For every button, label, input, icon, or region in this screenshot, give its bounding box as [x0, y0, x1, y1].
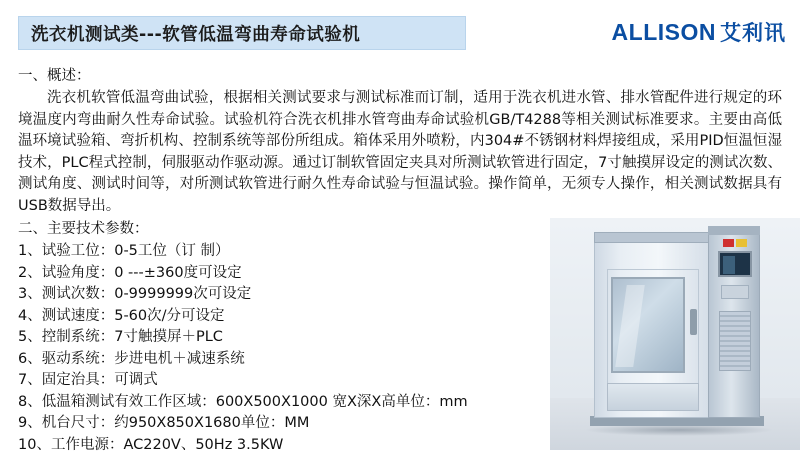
list-item: 3、测试次数：0-9999999次可设定 [18, 284, 538, 306]
list-item: 6、驱动系统：步进电机＋减速系统 [18, 349, 538, 371]
test-chamber-cabinet [594, 232, 712, 418]
touchscreen-hmi [718, 251, 752, 277]
list-item: 10、工作电源：AC220V、50Hz 3.5KW [18, 435, 538, 456]
page-title-bar [18, 16, 466, 50]
list-item: 5、控制系统：7寸触摸屏＋PLC [18, 327, 538, 349]
specs-list [18, 241, 538, 456]
list-item: 4、测试速度：5-60次/分可设定 [18, 306, 538, 328]
brand-name-en: ALLISON [612, 19, 716, 46]
overview-paragraph: 洗衣机软管低温弯曲试验，根据相关测试要求与测试标准而订制，适用于洗衣机进水管、排水管配件进行规定的环境温度内弯曲耐久性寿命试验。试验机符合洗衣机排水管弯曲寿命试验机GB/T4288等相关测试标准要求。主要由高低温环境试验箱、弯折机构、控制系统等部份所组成。箱体采用外喷粉，内304#不锈钢材料焊接组成，采用PID恒温恒湿技术，PLC程式控制，伺服驱动作驱动源。通过订制软管固定夹具对所测试软管进行固定，7寸触摸屏设定的测试次数、测试角度、测试时间等，对所测试软管进行耐久性寿命试验与恒温试验。操作简单，无须专人操作，相关测试数据具有USB数据导出。 [18, 88, 782, 217]
brand-logo [612, 17, 786, 47]
specs-heading: 二、主要技术参数： [18, 219, 782, 240]
list-item: 9、机台尺寸：约950X850X1680单位：MM [18, 413, 538, 435]
page-title: 洗衣机测试类---软管低温弯曲寿命试验机 [31, 21, 360, 46]
list-item: 8、低温箱测试有效工作区域：600X500X1000 宽X深X高单位：mm [18, 392, 538, 414]
chamber-top-cap [594, 232, 712, 243]
list-item: 7、固定治具：可调式 [18, 370, 538, 392]
control-button-strip [721, 285, 749, 299]
chamber-door-handle [690, 309, 697, 335]
list-item: 2、试验角度：0 ---±360度可设定 [18, 263, 538, 285]
chamber-lower-panel [607, 383, 699, 411]
warning-label-red-icon [723, 239, 734, 247]
page-header [0, 0, 800, 62]
control-column-cap [708, 226, 760, 235]
brand-name-cn: 艾利讯 [720, 17, 786, 47]
chamber-window [611, 277, 685, 373]
overview-heading: 一、概述： [18, 66, 782, 87]
list-item: 1、试验工位：0-5工位（订 制） [18, 241, 538, 263]
control-column [708, 226, 760, 418]
equipment-photo [550, 218, 800, 450]
vent-grille [719, 311, 751, 371]
warning-label-yellow-icon [736, 239, 747, 247]
